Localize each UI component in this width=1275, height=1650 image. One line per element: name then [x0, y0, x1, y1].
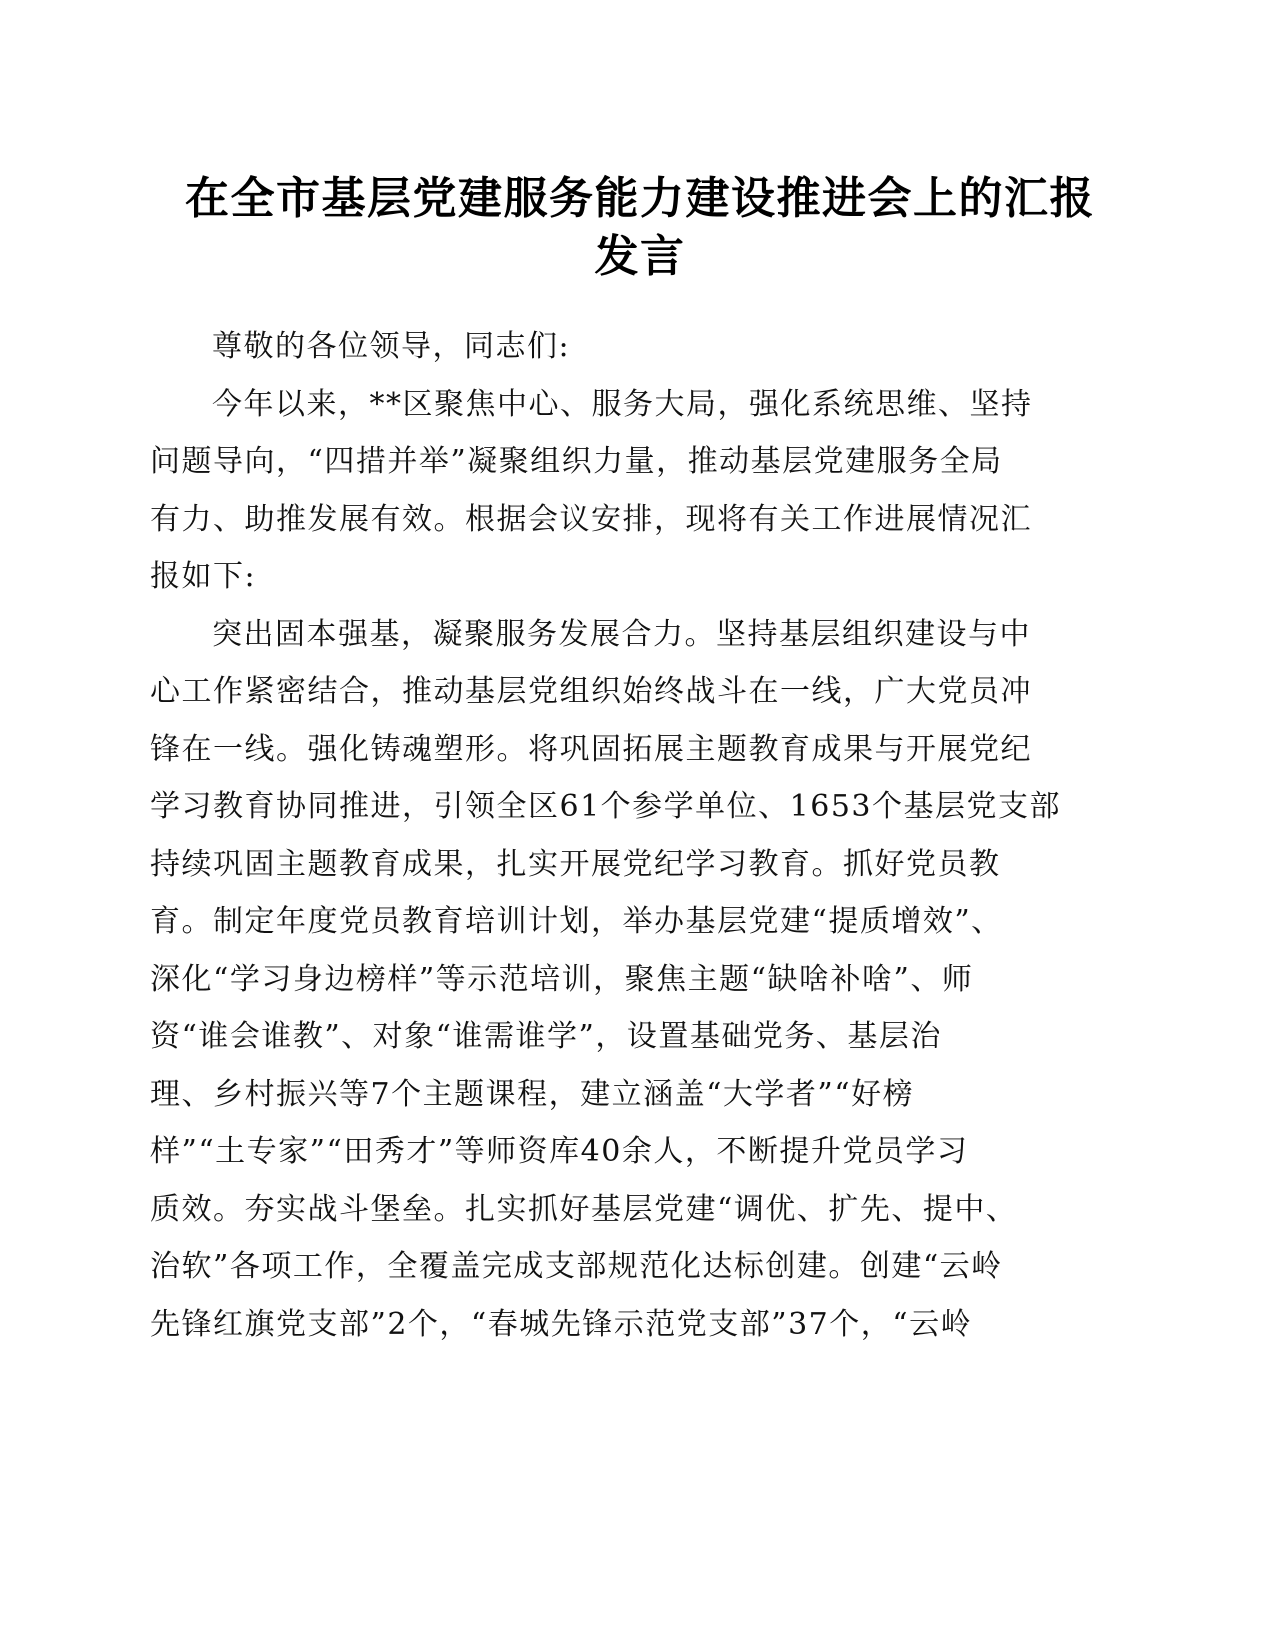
paragraph-line: 理、乡村振兴等7个主题课程，建立涵盖“大学者”“好榜 [150, 1076, 915, 1112]
paragraph-line: 治软”各项工作，全覆盖完成支部规范化达标创建。创建“云岭 [150, 1249, 1003, 1284]
title-line: 发言 [594, 230, 686, 282]
paragraph-line: 质效。夯实战斗堡垒。扎实抓好基层党建“调优、扩先、提中、 [150, 1191, 1018, 1227]
paragraph-line: 先锋红旗党支部”2个，“春城先锋示范党支部”37个，“云岭 [150, 1306, 973, 1342]
paragraph-line: 资“谁会谁教”、对象“谁需谁学”，设置基础党务、基层治 [150, 1019, 942, 1054]
paragraph-line: 持续巩固主题教育成果，扎实开展党纪学习教育。抓好党员教 [150, 846, 1001, 882]
paragraph-line: 心工作紧密结合，推动基层党组织始终战斗在一线，广大党员冲 [150, 674, 1032, 709]
paragraph-line: 问题导向，“四措并举”凝聚组织力量，推动基层党建服务全局 [150, 444, 1003, 479]
paragraph-line: 报如下: [150, 559, 257, 594]
salutation: 尊敬的各位领导，同志们: [212, 329, 571, 364]
paragraph-line: 学习教育协同推进，引领全区61个参学单位、1653个基层党支部 [150, 789, 1062, 824]
paragraph-line: 样”“土专家”“田秀才”等师资库40余人，不断提升党员学习 [150, 1134, 969, 1169]
paragraph-line: 有力、助推发展有效。根据会议安排，现将有关工作进展情况汇 [150, 501, 1032, 537]
title-line: 在全市基层党建服务能力建设推进会上的汇报 [185, 173, 1095, 224]
document-body [150, 318, 1150, 1353]
document-title [150, 168, 1130, 283]
paragraph-line: 今年以来，**区聚焦中心、服务大局，强化系统思维、坚持 [212, 386, 1033, 422]
paragraph-line: 突出固本强基，凝聚服务发展合力。坚持基层组织建设与中 [212, 616, 1031, 652]
paragraph-line: 育。制定年度党员教育培训计划，举办基层党建“提质增效”、 [150, 904, 1003, 939]
paragraph-line: 锋在一线。强化铸魂塑形。将巩固拓展主题教育成果与开展党纪 [150, 731, 1032, 767]
paragraph-line: 深化“学习身边榜样”等示范培训，聚焦主题“缺啥补啥”、师 [150, 961, 974, 997]
